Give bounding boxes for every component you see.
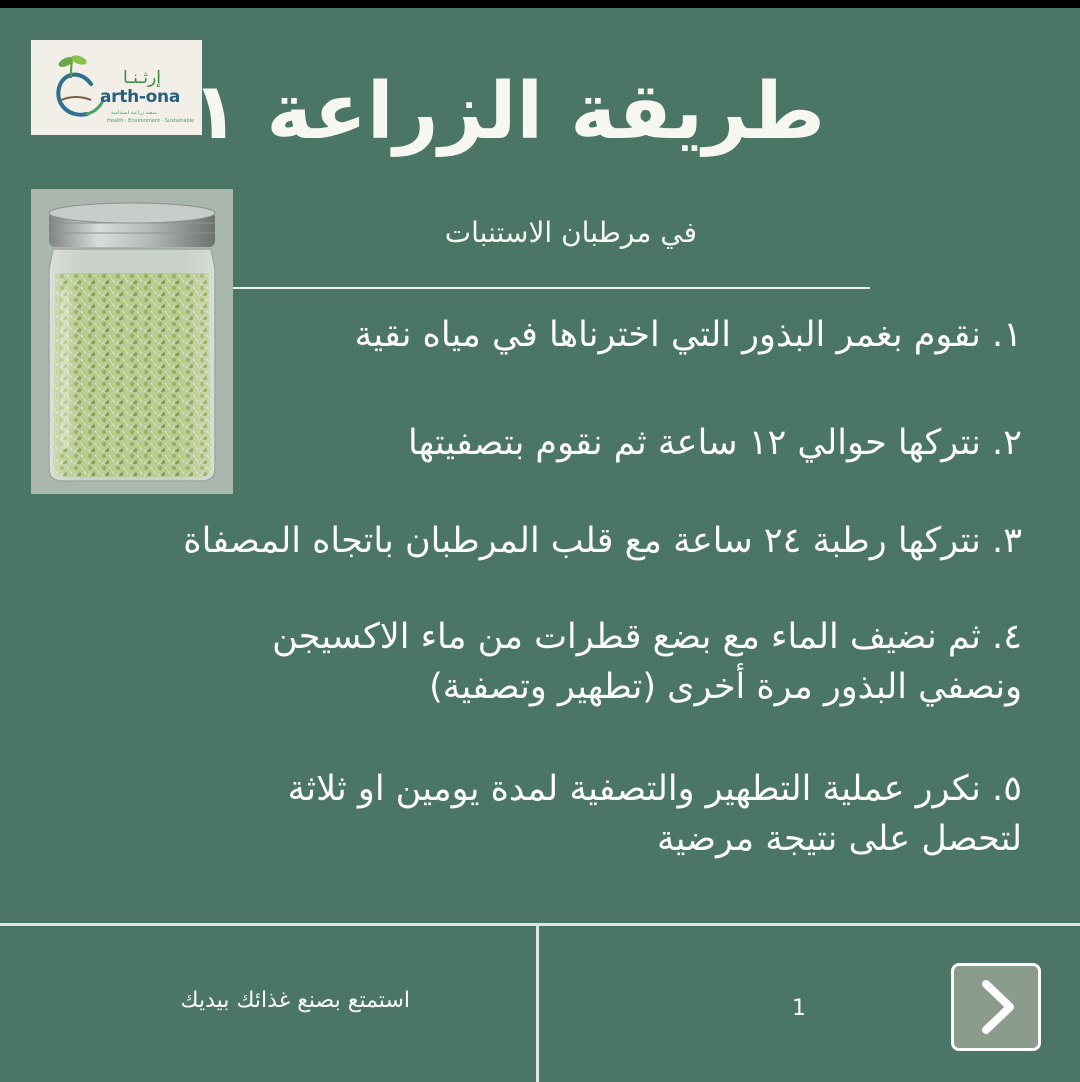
step-5: [288, 764, 1022, 864]
step-5-text: نكرر عملية التطهير والتصفية لمدة يومين او ثلاثة: [287, 769, 981, 809]
step-3-number: ٣.: [992, 521, 1022, 561]
chevron-right-icon: [954, 966, 1038, 1048]
step-1-text: نقوم بغمر البذور التي اخترناها في مياه نقية: [354, 315, 981, 355]
logo-tagline-english: Health · Environment · Sustainable: [107, 118, 195, 124]
footer-vertical-divider: [536, 924, 539, 1082]
next-slide-button[interactable]: [951, 963, 1041, 1051]
page-number: 1: [792, 996, 806, 1021]
step-2-number: ٢.: [992, 423, 1022, 463]
step-2: [408, 418, 1022, 468]
step-5-number: ٥.: [992, 769, 1022, 809]
step-4-text: ثم نضيف الماء مع بضع قطرات من ماء الاكسيجن: [272, 617, 981, 657]
step-3-text: نتركها رطبة ٢٤ ساعة مع قلب المرطبان باتجاه المصفاة: [183, 521, 981, 561]
slide-page: [0, 8, 1080, 1082]
logo-english-text: arth-ona: [100, 87, 180, 107]
step-3: [183, 516, 1022, 566]
step-4-text-line2: ونصفي البذور مرة أخرى (تطهير وتصفية): [429, 667, 1022, 707]
step-1: [355, 310, 1022, 360]
step-4-number: ٤.: [992, 617, 1022, 657]
logo-arabic-text: إرثـنـا: [123, 68, 161, 88]
page-subtitle: في مرطبان الاستنبات: [444, 216, 697, 249]
brand-logo: [31, 40, 202, 135]
logo-tagline-arabic: منصة زراعية استدامية: [111, 110, 157, 116]
step-4: [272, 612, 1022, 712]
title-divider: [202, 287, 870, 289]
step-5-text-line2: لتحصل على نتيجة مرضية: [656, 819, 1022, 859]
sprouting-jar-icon: [31, 189, 233, 494]
step-1-number: ١.: [992, 315, 1022, 355]
footer-divider: [0, 923, 1080, 926]
footer-slogan: استمتع بصنع غذائك بيديك: [180, 988, 410, 1013]
step-2-text: نتركها حوالي ١٢ ساعة ثم نقوم بتصفيتها: [408, 423, 981, 463]
page-title: طريقة الزراعة ١: [191, 67, 825, 157]
sprouting-jar-image: [31, 189, 233, 494]
